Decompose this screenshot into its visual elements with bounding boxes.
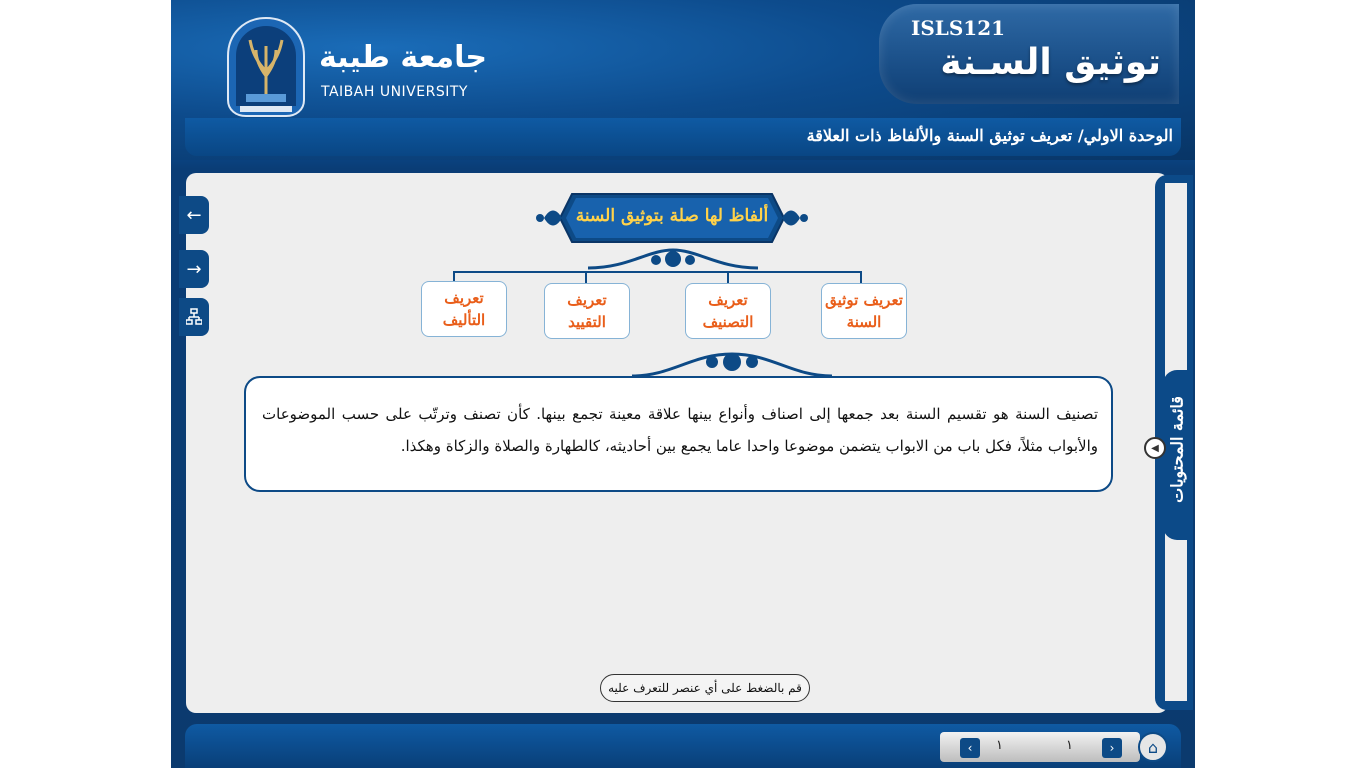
home-button[interactable] (1138, 732, 1168, 762)
course-title: توثيق السـنة (940, 42, 1161, 83)
sitemap-button[interactable] (179, 298, 209, 336)
node-classification[interactable] (685, 283, 771, 339)
banner-title: ألفاظ لها صلة بتوثيق السنة (575, 206, 769, 226)
contents-toggle-button[interactable] (1144, 437, 1166, 459)
node-label: تعريف التقييد (567, 290, 607, 331)
tree-connector-branch (860, 271, 862, 283)
node-recording[interactable] (544, 283, 630, 339)
instruction-hint: قم بالضغط على أي عنصر للتعرف عليه (600, 674, 810, 702)
tree-connector-branch (727, 271, 729, 283)
node-sunnah-documentation[interactable] (821, 283, 907, 339)
prev-button[interactable] (179, 196, 209, 234)
arrow-left-icon: ← (186, 204, 202, 226)
pager-next-button[interactable] (1102, 738, 1122, 758)
unit-title-bar (185, 118, 1181, 156)
pager-prev-button[interactable] (960, 738, 980, 758)
tree-connector (453, 271, 862, 273)
pager-total: ١ (996, 738, 1003, 753)
university-name-en: TAIBAH UNIVERSITY (321, 84, 468, 100)
sitemap-icon (186, 308, 202, 326)
unit-title: الوحدة الاولي/ تعريف توثيق السنة والألفاظ ذات العلاقة (806, 126, 1173, 145)
university-emblem-icon (226, 16, 306, 118)
play-left-icon: ◀ (1151, 442, 1159, 454)
course-title-box (879, 4, 1179, 104)
chevron-left-icon: ‹ (967, 741, 973, 755)
pager-current: ١ (1066, 738, 1073, 753)
next-button[interactable] (179, 250, 209, 288)
definition-box (244, 376, 1113, 492)
course-code: ISLS121 (911, 16, 1006, 40)
node-label: تعريف التأليف (442, 288, 486, 329)
node-label: تعريف التصنيف (702, 290, 754, 331)
home-icon: ⌂ (1147, 737, 1159, 757)
arrow-right-icon: → (186, 258, 202, 280)
chevron-right-icon: › (1109, 741, 1115, 755)
divider-ornament-bottom (632, 344, 832, 380)
definition-text: تصنيف السنة هو تقسيم السنة بعد جمعها إلى اصناف وأنواع بينها علاقة معينة تجمع بينها. كأن تصنف وترتّب على حسب الموضوعات والأبواب مثلاً، فكل باب من الابواب يتضمن موضوعا واحدا عاما يجمع بين أحاديثه، كالطهارة والصلاة والزكاة وهكذا. (262, 405, 1098, 455)
contents-menu-label: قائمة المحتويات (1167, 396, 1187, 503)
university-name-ar: جامعة طيبة (319, 40, 487, 75)
node-authoring[interactable] (421, 281, 507, 337)
tree-connector-branch (585, 271, 587, 283)
divider-ornament-top (588, 244, 758, 274)
pager (940, 732, 1140, 762)
node-label: تعريف توثيق السنة (825, 290, 903, 331)
contents-menu-tab[interactable] (1163, 370, 1191, 540)
header (171, 0, 1195, 160)
